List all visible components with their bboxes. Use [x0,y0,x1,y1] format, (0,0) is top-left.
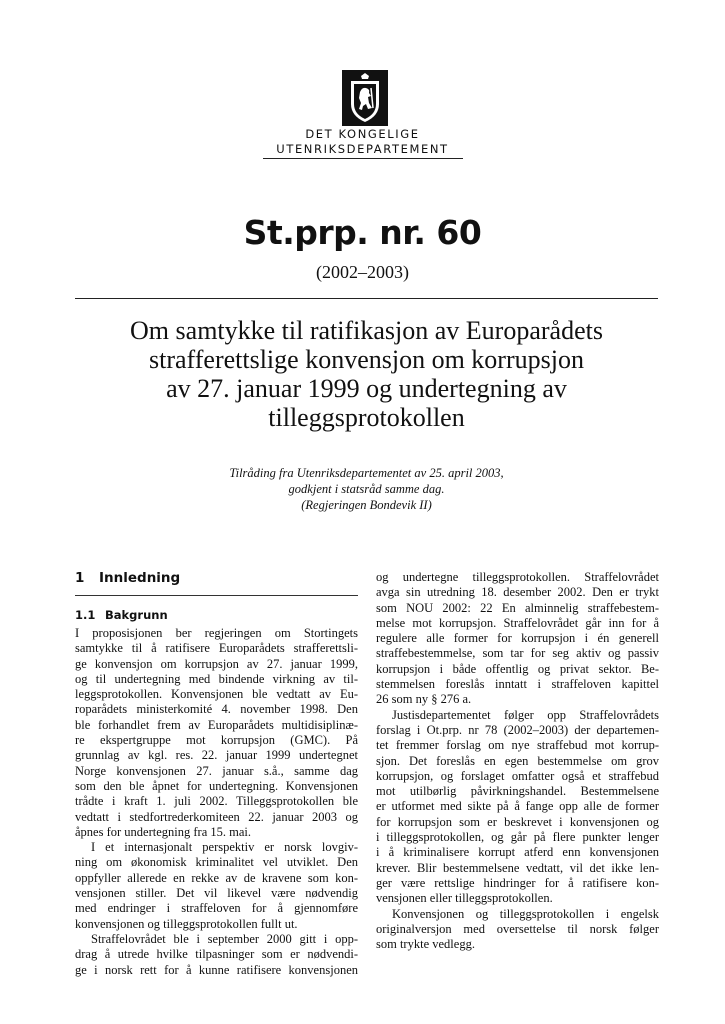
text-line: med endringer i straffeloven for å gjennomføre [75,901,358,916]
text-line: sjon. Det foreslås en egen bestemmelse om grov [376,753,659,768]
text-line: som trykte vedlegg. [376,937,475,952]
text-line: 26 som ny § 276 a. [376,692,472,707]
text-line: ger være rettslige hindringer for å ratifisere kon- [376,875,659,890]
text-line: I et internasjonalt perspektiv er norsk lovgiv- [91,840,358,855]
text-line: mot utilbørlig påvirkningshandel. Bestemmelsene [376,784,659,799]
text-line: konvensjonen og tilleggsprotokollen fullt ut. [75,916,298,931]
text-line: forslag i Ot.prp. nr 78 (2002–2003) der departemen- [376,722,659,737]
text-line: er utformet med sikte på å fange opp alle de former [376,799,659,814]
text-line: samtykke til å ratifisere Europarådets strafferettsli- [75,641,358,656]
text-line: ge i norsk rett for å kunne ratifisere konvensjonen [75,962,358,977]
text-line: som den ble åpnet for undertegning. Konvensjonen [75,778,358,793]
text-line: krever. Blir bestemmelsene vedtatt, vil det ikke len- [376,860,659,875]
text-line: Straffelovrådet ble i september 2000 gitt i opp- [91,931,358,946]
text-line: roparådets ministerkomité 4. november 1998. Den [75,702,358,717]
text-line: tet fremmer forslag om nye straffebud mot korrup- [376,738,659,753]
section-number: 1 [75,570,85,586]
title-line: av 27. januar 1999 og undertegning av [166,374,567,403]
text-line: for korrupsjon som er beskrevet i konvensjonen og [376,814,659,829]
text-line: som NOU 2002: 22 En alminnelig straffebestem- [376,600,659,615]
body-left-column [75,626,358,978]
text-line: stemmelsen foreslås inntatt i straffeloven kapittel [376,677,659,692]
section-title: Innledning [99,570,181,586]
text-line: Konvensjonen og tilleggsprotokollen i engelsk [392,906,659,921]
text-line: I proposisjonen ber regjeringen om Stortingets [75,626,358,640]
document-number: St.prp. nr. 60 [243,213,482,252]
text-line: Norge konvensjonen 27. januar s.å., samme dag [75,763,358,778]
text-line: drag å utrede hvilke tilpasninger som er nødvendi- [75,947,358,962]
text-line: grunnlag av kgl. res. 22. januar 1999 undertegnet [75,748,358,763]
text-line: korrupsjon, og forslaget omfatter også et straffebud [376,768,659,783]
text-line: originalversjon med oversettelse til norsk følger [376,921,659,936]
text-line: avga sin utredning 18. desember 2002. Den er trykt [376,585,659,600]
subsection-heading-1-1 [75,608,358,622]
text-line: re ekspertgruppe mot korrupsjon (GMC). På [75,733,358,748]
ministry-underline [263,158,463,159]
text-line: åpnes for undertegning fra 15. mai. [75,824,251,839]
section-heading-1 [75,570,358,586]
text-line: og undertegne tilleggsprotokollen. Straffelovrådet [376,570,659,584]
title-line: tilleggsprotokollen [268,403,465,432]
text-line: vensjonen stiller. Det vil likevel være nødvendig [75,886,358,901]
text-line: korrupsjon i både offentlig og privat sektor. Be- [376,661,659,676]
text-line: vedtatt i stedfortrederkomiteen 22. januar 2003 og [75,809,358,824]
recommendation-note [75,465,658,513]
text-line: ning om økonomisk kriminalitet vel utviklet. Den [75,855,358,870]
subsection-number: 1.1 [75,608,96,622]
text-line: i å kriminalisere korrupt atferd enn konvensjonen [376,845,659,860]
text-line: straffebestemmelse, som tar for seg aktiv og passiv [376,646,659,661]
text-line: ble forhandlet frem av Europarådets multidisiplinæ- [75,717,358,732]
subtitle-line: Tilråding fra Utenriksdepartementet av 25. april 2003, [229,466,504,480]
title-line: strafferettslige konvensjon om korrupsjon [149,345,584,374]
ministry-name-line1: DET KONGELIGE [305,127,420,141]
text-line: ge konvensjon om korrupsjon av 27. januar 1999, [75,656,358,671]
document-years: (2002–2003) [316,262,409,282]
body-right-column [376,570,659,952]
text-line: Justisdepartementet følger opp Straffelovrådets [392,707,659,722]
text-line: leggsprotokollen. Konvensjonen ble vedtatt av Eu- [75,687,358,702]
text-line: vensjonen eller tilleggsprotokollen. [376,891,553,906]
section-heading-rule [75,595,358,596]
text-line: i tilleggsprotokollen, og går på flere punkter lenger [376,830,659,845]
ministry-name-line2 [0,142,725,159]
document-title [75,316,658,432]
text-line: oppfyller allerede en rekke av de kravene som kon- [75,870,358,885]
text-line: melse mot korrupsjon. Straffelovrådet går inn for å [376,615,659,630]
subtitle-line: (Regjeringen Bondevik II) [301,498,432,512]
header-divider [75,298,658,299]
title-line: Om samtykke til ratifikasjon av Europarådets [130,316,603,345]
subsection-title: Bakgrunn [105,608,168,622]
text-line: regulere alle former for korrupsjon i én generell [376,631,659,646]
coat-of-arms-icon [342,70,388,126]
text-line: trådte i kraft 1. juli 2002. Tilleggsprotokollen ble [75,794,358,809]
text-line: og til undertegning med bindende virkning av til- [75,671,358,686]
subtitle-line: godkjent i statsråd samme dag. [288,482,445,496]
ministry-name-text: UTENRIKSDEPARTEMENT [276,142,449,156]
